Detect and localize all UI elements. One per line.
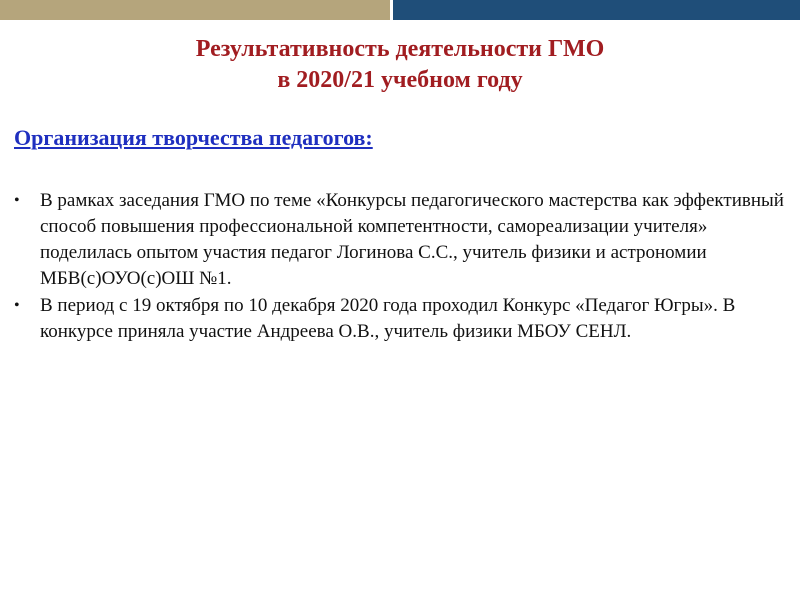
bullet-icon: •	[14, 192, 20, 209]
list-item	[14, 188, 784, 292]
slide-title-line-1: Результативность деятельности ГМО	[195, 36, 605, 62]
list-item	[14, 293, 784, 345]
slide-title	[0, 34, 800, 96]
bullet-text: В рамках заседания ГМО по теме «Конкурсы педагогического мастерства как эффективный способ повышения профессиональной компетентности, самореализации учителя» поделилась опытом участия педагог Логинова С.С., учитель физики и астрономии МБВ(с)ОУО(с)ОШ №1.	[40, 190, 784, 289]
bullet-list	[14, 188, 784, 346]
bullet-text: В период с 19 октября по 10 декабря 2020 года проходил Конкурс «Педагог Югры». В конкурсе приняла участие Андреева О.В., учитель физики МБОУ СЕНЛ.	[40, 295, 736, 342]
slide-title-line-2: в 2020/21 учебном году	[277, 67, 523, 93]
top-bar-right-segment	[393, 0, 800, 20]
section-heading: Организация творчества педагогов:	[14, 125, 373, 150]
bullet-icon: •	[14, 297, 20, 314]
top-bar-left-segment	[0, 0, 390, 20]
top-decorative-bar	[0, 0, 800, 20]
